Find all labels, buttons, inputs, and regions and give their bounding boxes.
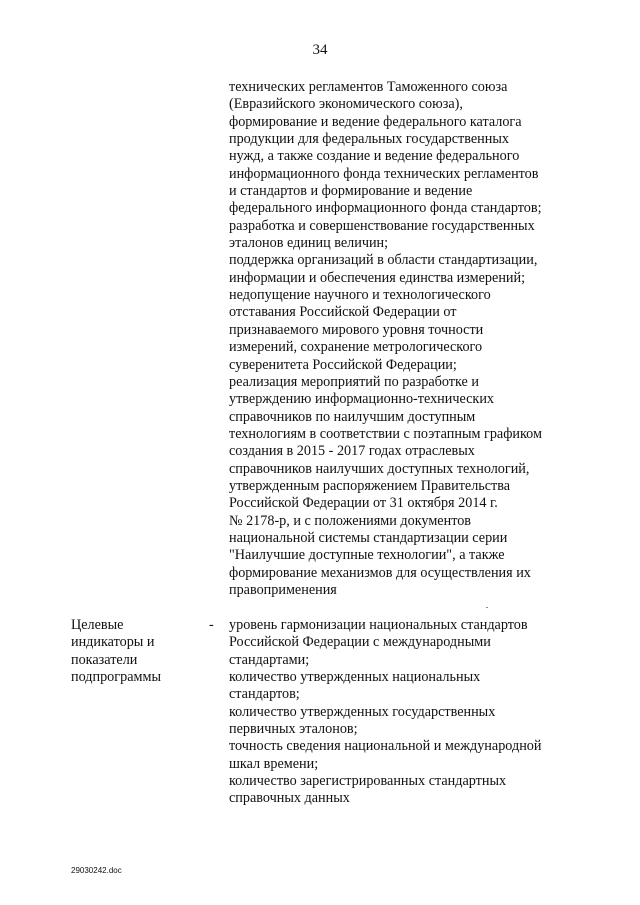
indicator-line: количество утвержденных государственных: [229, 703, 496, 720]
text-line: суверенитета Российской Федерации;: [229, 356, 457, 373]
indicator-line: стандартов;: [229, 686, 300, 703]
text-line: реализация мероприятий по разработке и: [229, 373, 479, 390]
text-line: (Евразийского экономического союза),: [229, 96, 463, 113]
text-line: создания в 2015 - 2017 годах отраслевых: [229, 443, 475, 460]
text-line: информационного фонда технических регламентов: [229, 165, 539, 182]
section-label-line: индикаторы и: [71, 634, 155, 651]
text-line: эталонов единиц величин;: [229, 235, 389, 252]
scan-speck: [486, 607, 488, 608]
text-line: № 2178-р, и с положениями документов: [229, 512, 471, 529]
text-line: федерального информационного фонда стандартов;: [229, 200, 542, 217]
text-line: технологиям в соответствии с поэтапным графиком: [229, 425, 542, 442]
page-number: 34: [312, 42, 328, 58]
text-line: признаваемого мирового уровня точности: [229, 321, 484, 338]
indicator-line: точность сведения национальной и международной: [229, 738, 542, 755]
indicator-line: уровень гармонизации национальных стандартов: [229, 617, 528, 633]
text-line: продукции для федеральных государственных: [229, 131, 509, 148]
text-line: нужд, а также создание и ведение федерального: [229, 148, 520, 165]
text-line: "Наилучшие доступные технологии", а также: [229, 547, 505, 564]
section-dash: -: [209, 617, 214, 633]
indicator-line: Российской Федерации с международными: [229, 634, 491, 651]
text-line: правоприменения: [229, 581, 337, 598]
text-line: измерений, сохранение метрологического: [229, 339, 483, 356]
indicator-line: первичных эталонов;: [229, 721, 358, 738]
text-line: справочников по наилучшим доступным: [229, 408, 476, 425]
text-line: утверждению информационно-технических: [229, 391, 495, 408]
text-line: разработка и совершенствование государственных: [229, 217, 535, 234]
section-label-line: Целевые: [71, 617, 124, 633]
section-label-line: показатели: [71, 651, 138, 668]
program-tasks-text: [229, 79, 569, 599]
text-line: и стандартов и формирование и ведение: [229, 183, 473, 200]
indicator-line: шкал времени;: [229, 755, 319, 772]
indicator-line: количество зарегистрированных стандартных: [229, 773, 507, 790]
section-label-line: подпрограммы: [71, 669, 161, 686]
text-line: справочников наилучших доступных технологий,: [229, 460, 530, 477]
text-line: Российской Федерации от 31 октября 2014 г.: [229, 495, 498, 512]
text-line: формирование механизмов для осуществления их: [229, 564, 531, 581]
document-filename: 29030242.doc: [71, 866, 122, 875]
text-line: недопущение научного и технологического: [229, 287, 491, 304]
text-line: технических регламентов Таможенного союза: [229, 79, 508, 95]
text-line: отставания Российской Федерации от: [229, 304, 457, 321]
text-line: утвержденным распоряжением Правительства: [229, 477, 511, 494]
text-line: поддержка организаций в области стандартизации,: [229, 252, 538, 269]
section-content: [229, 617, 569, 808]
section-label: [71, 617, 211, 686]
text-line: формирование и ведение федерального каталога: [229, 113, 522, 130]
text-line: информации и обеспечения единства измерений;: [229, 269, 526, 286]
indicator-line: справочных данных: [229, 790, 350, 807]
indicator-line: стандартами;: [229, 651, 310, 668]
indicator-line: количество утвержденных национальных: [229, 669, 481, 686]
text-line: национальной системы стандартизации серии: [229, 529, 508, 546]
